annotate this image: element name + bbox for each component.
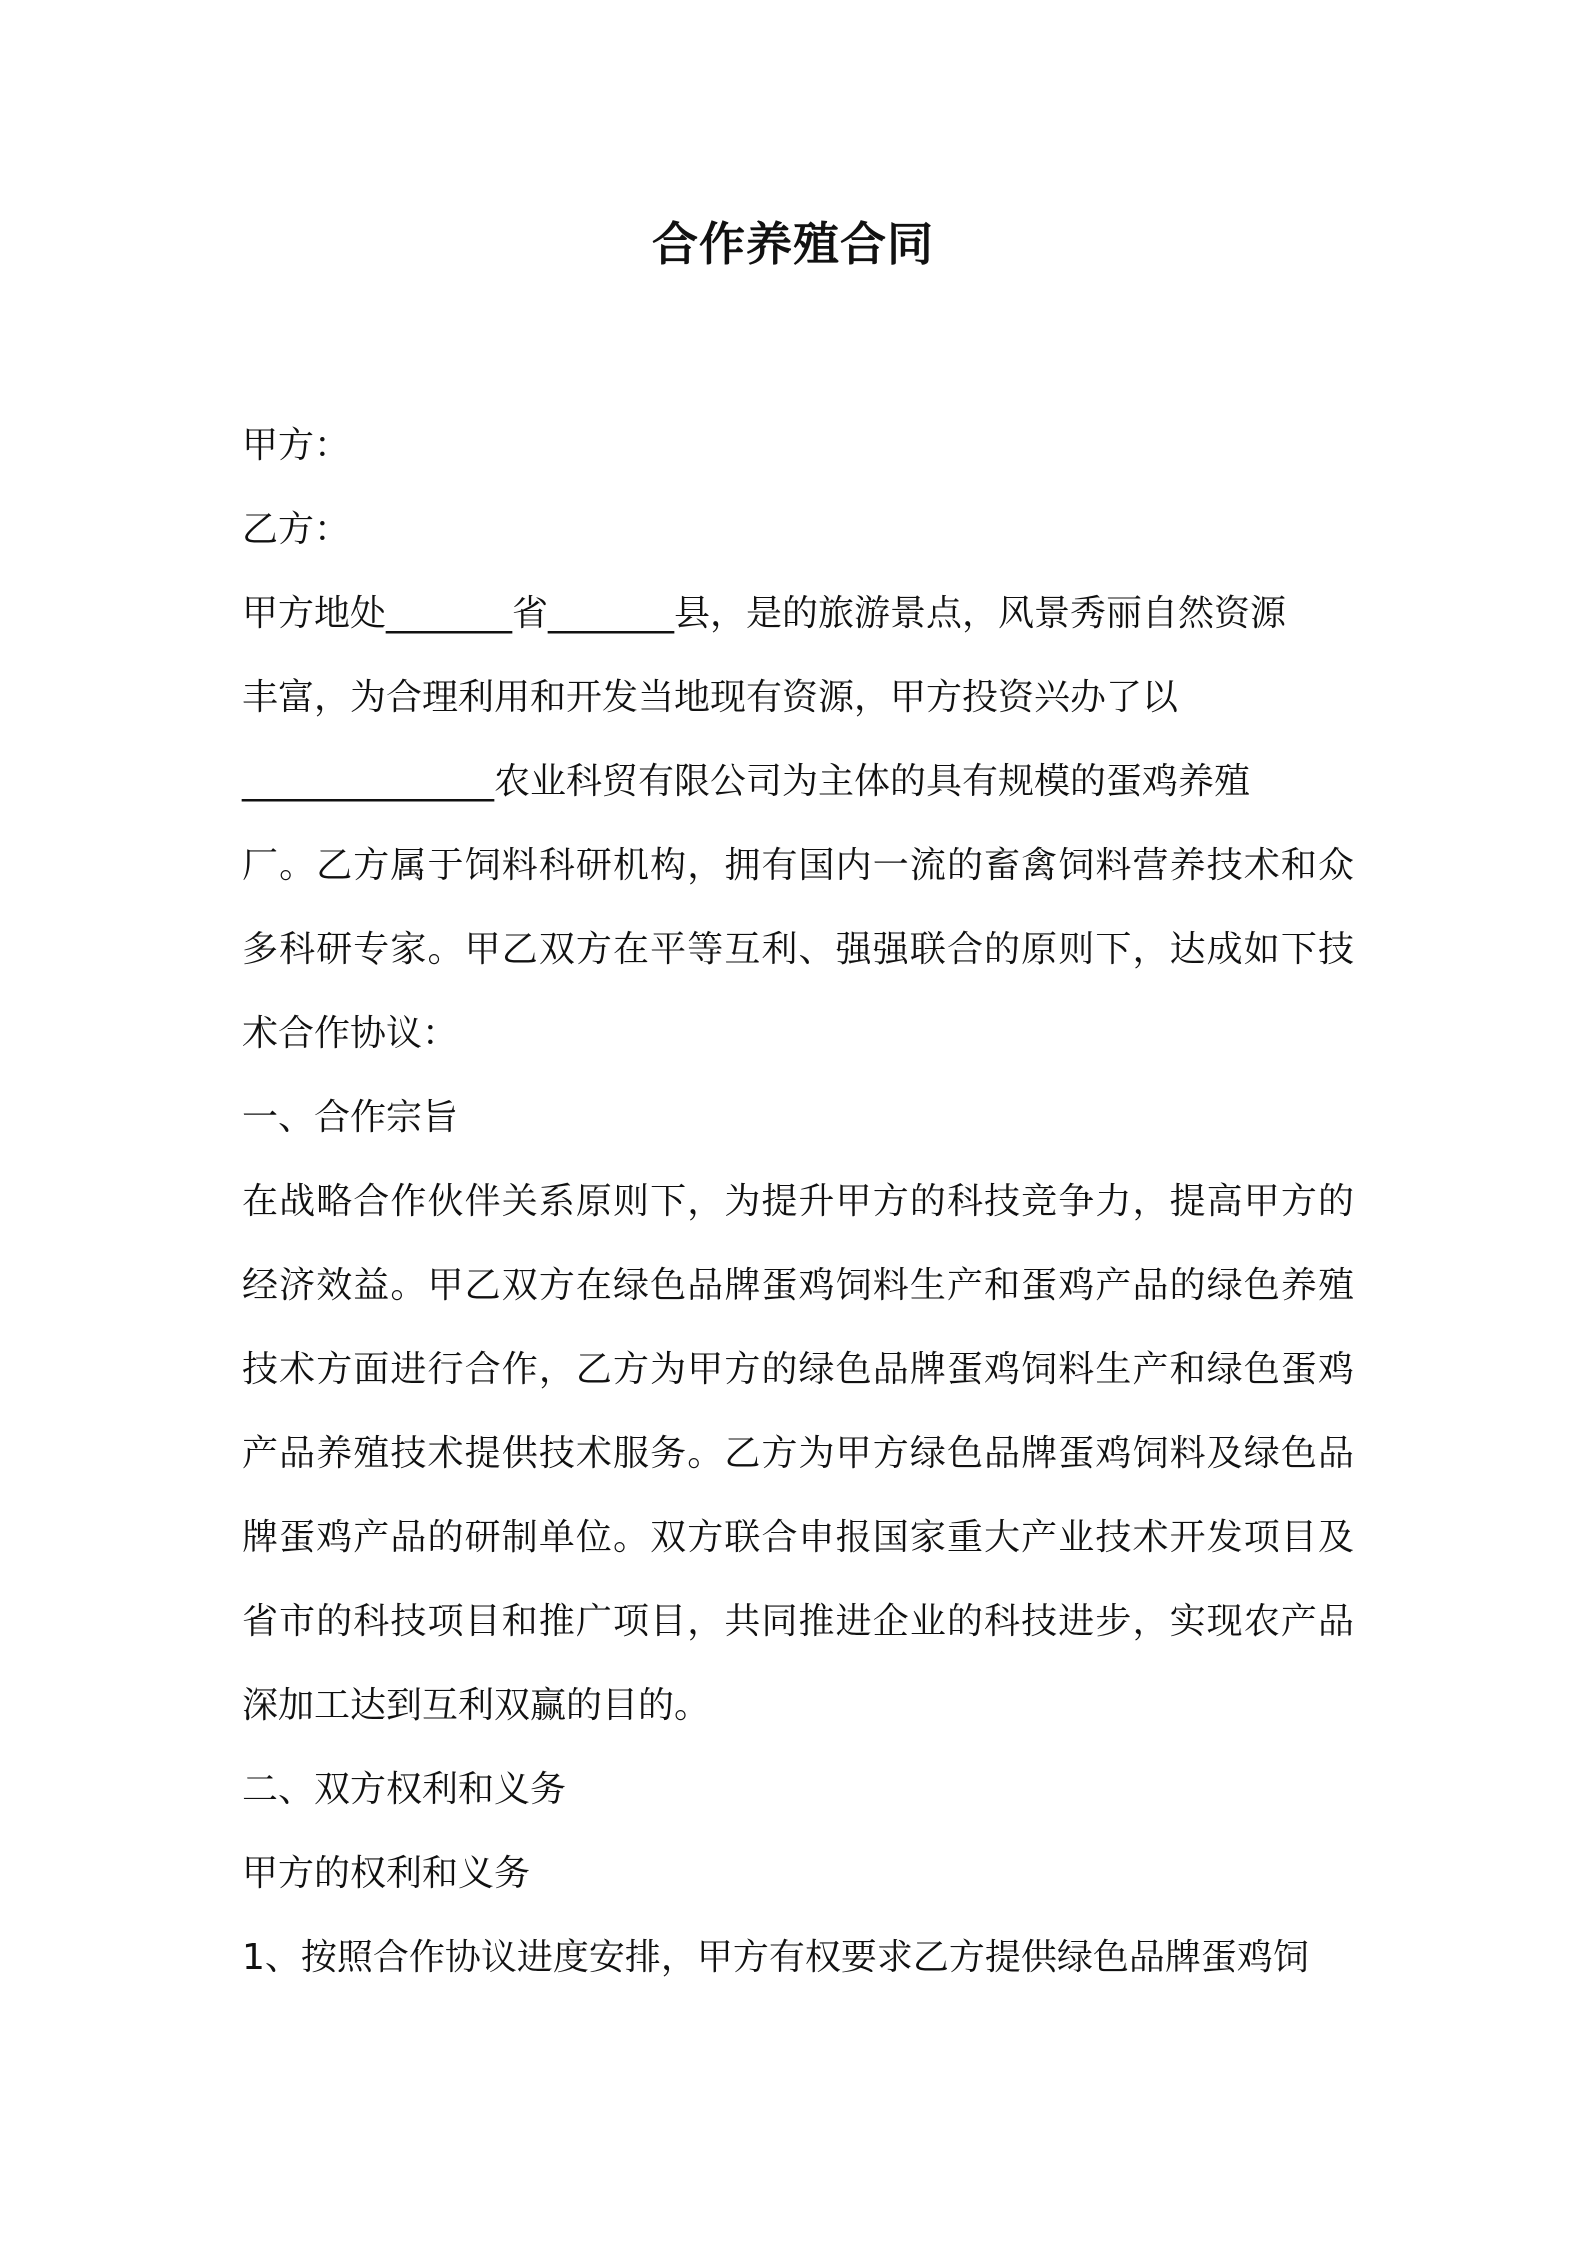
intro-line-2: 丰富，为合理利用和开发当地现有资源，甲方投资兴办了以 [242, 677, 1179, 718]
party-a-line: 甲方： [242, 425, 351, 466]
section-1-body: 在战略合作伙伴关系原则下，为提升甲方的科技竞争力，提高甲方的经济效益。甲乙双方在绿色品牌蛋鸡饲料生产和蛋鸡产品的绿色养殖技术方面进行合作，乙方为甲方的绿色品牌蛋鸡饲料生产和绿色蛋鸡产品养殖技术提供技术服务。乙方为甲方绿色品牌蛋鸡饲料及绿色品牌蛋鸡产品的研制单位。双方联合申报国家重大产业技术开发项目及省市的科技项目和推广项目，共同推进企业的科技进步，实现农产品深加工达到互利双赢的目的。 [242, 1181, 1354, 1726]
intro-line-1: 甲方地处_______省_______县，是的旅游景点，风景秀丽自然资源 [242, 593, 1287, 634]
party-b-line: 乙方： [242, 509, 351, 550]
section-1-heading: 一、合作宗旨 [242, 1097, 459, 1138]
section-2-subheading: 甲方的权利和义务 [242, 1853, 531, 1894]
section-2-item-1: 1、按照合作协议进度安排，甲方有权要求乙方提供绿色品牌蛋鸡饲 [242, 1937, 1309, 1978]
document-title: 合作养殖合同 [652, 217, 934, 271]
intro-paragraph-rest: 厂。乙方属于饲料科研机构，拥有国内一流的畜禽饲料营养技术和众多科研专家。甲乙双方在平等互利、强强联合的原则下，达成如下技术合作协议： [242, 845, 1354, 1054]
section-2-heading: 二、双方权利和义务 [242, 1769, 567, 1810]
document-body [242, 404, 1354, 2000]
intro-line-3: ______________农业科贸有限公司为主体的具有规模的蛋鸡养殖 [242, 761, 1251, 802]
